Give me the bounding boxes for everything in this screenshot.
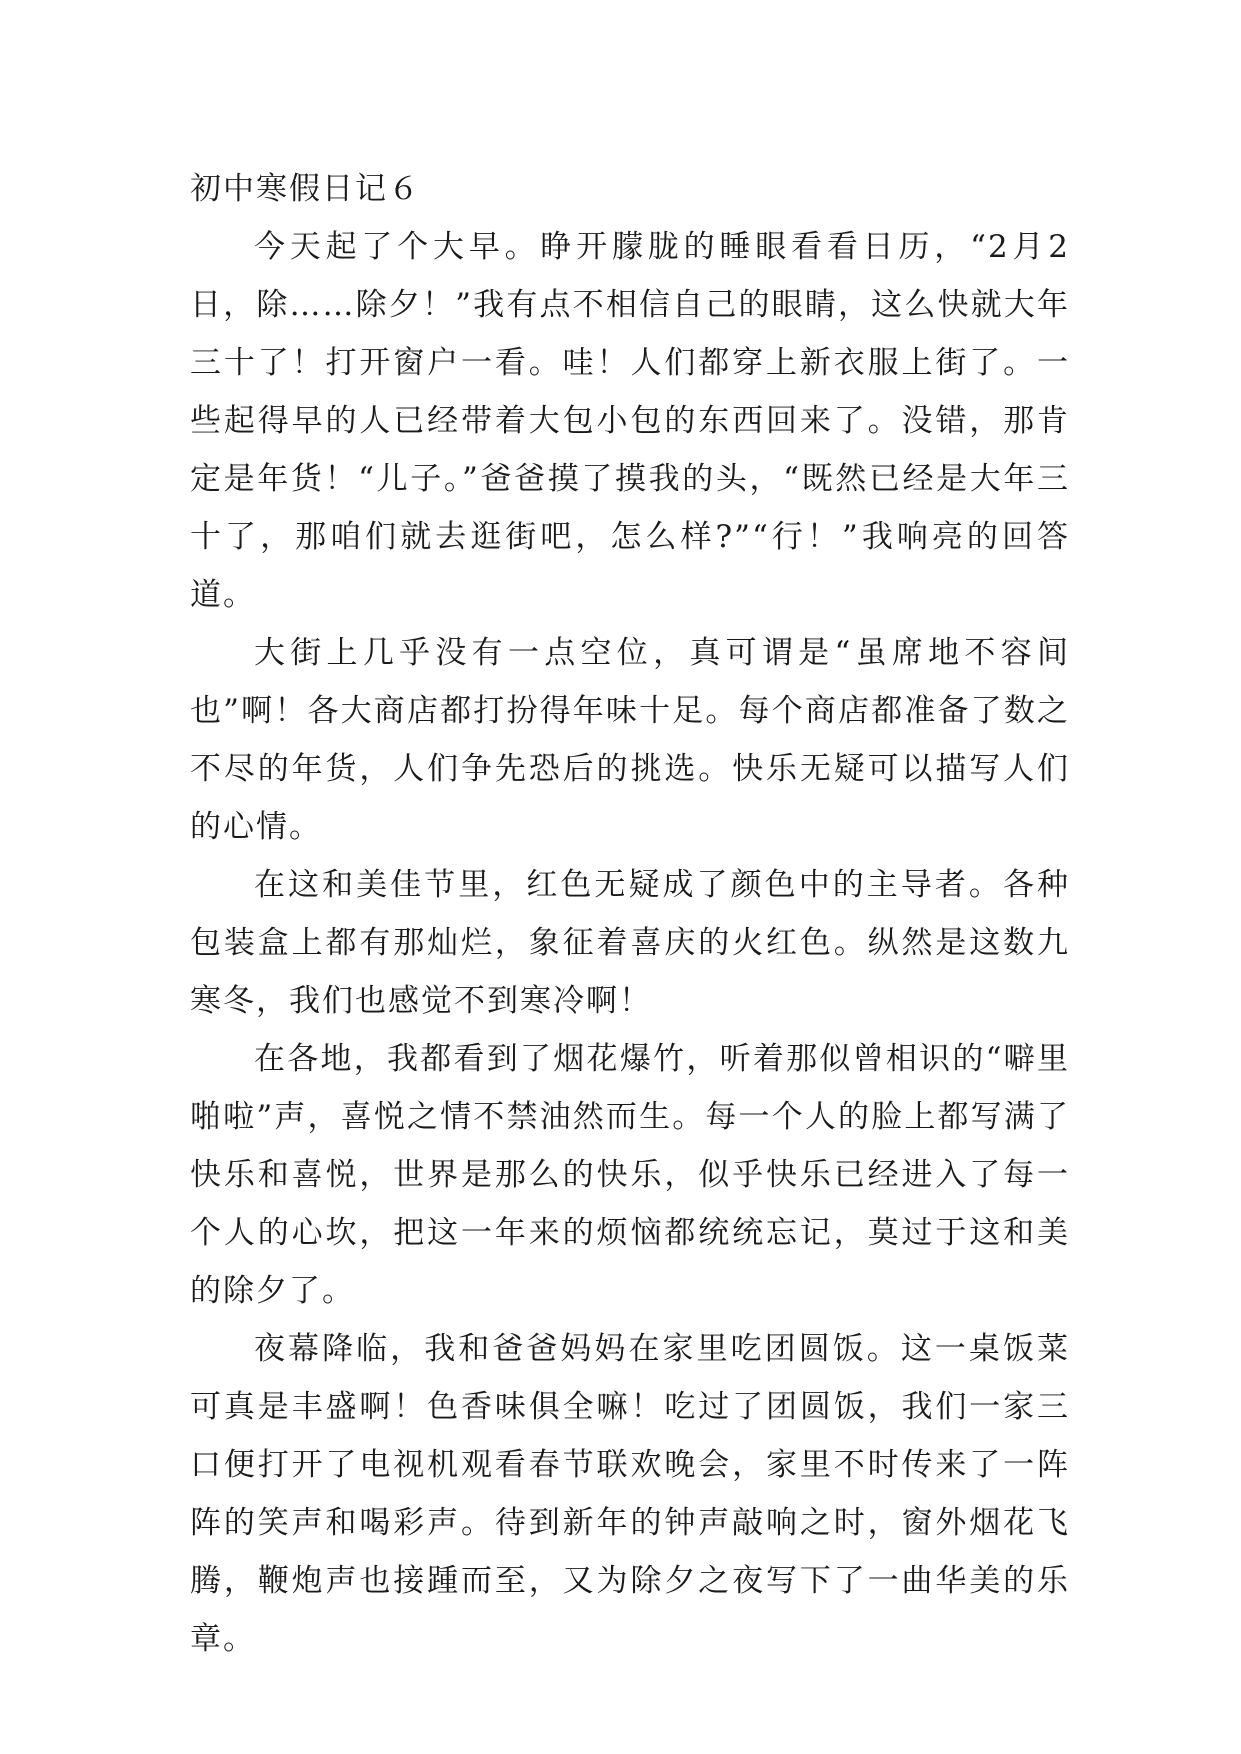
paragraph-3: 在这和美佳节里，红色无疑成了颜色中的主导者。各种包装盒上都有那灿烂，象征着喜庆的火红色。纵然是这数九寒冬，我们也感觉不到寒冷啊！ [190,867,1070,1019]
document-title: 初中寒假日记６ [190,171,421,207]
paragraph-4: 在各地，我都看到了烟花爆竹，听着那似曾相识的“噼里啪啦”声，喜悦之情不禁油然而生。每一个人的脸上都写满了快乐和喜悦，世界是那么的快乐，似乎快乐已经进入了每一个人的心坎，把这一年来的烦恼都统统忘记，莫过于这和美的除夕了。 [190,1041,1070,1309]
paragraph-2: 大街上几乎没有一点空位，真可谓是“虽席地不容间也”啊！各大商店都打扮得年味十足。每个商店都准备了数之不尽的年货，人们争先恐后的挑选。快乐无疑可以描写人们的心情。 [190,635,1070,845]
paragraph-5: 夜幕降临，我和爸爸妈妈在家里吃团圆饭。这一桌饭菜可真是丰盛啊！色香味俱全嘛！吃过了团圆饭，我们一家三口便打开了电视机观看春节联欢晚会，家里不时传来了一阵阵的笑声和喝彩声。待到新年的钟声敲响之时，窗外烟花飞腾，鞭炮声也接踵而至，又为除夕之夜写下了一曲华美的乐章。 [190,1331,1070,1657]
paragraph-1: 今天起了个大早。睁开朦胧的睡眼看看日历，“2月2日，除……除夕！”我有点不相信自己的眼睛，这么快就大年三十了！打开窗户一看。哇！人们都穿上新衣服上街了。一些起得早的人已经带着大包小包的东西回来了。没错，那肯定是年货！“儿子。”爸爸摸了摸我的头，“既然已经是大年三十了，那咱们就去逛街吧，怎么样?”“行！”我响亮的回答道。 [190,229,1070,613]
document-body [190,160,1070,1668]
